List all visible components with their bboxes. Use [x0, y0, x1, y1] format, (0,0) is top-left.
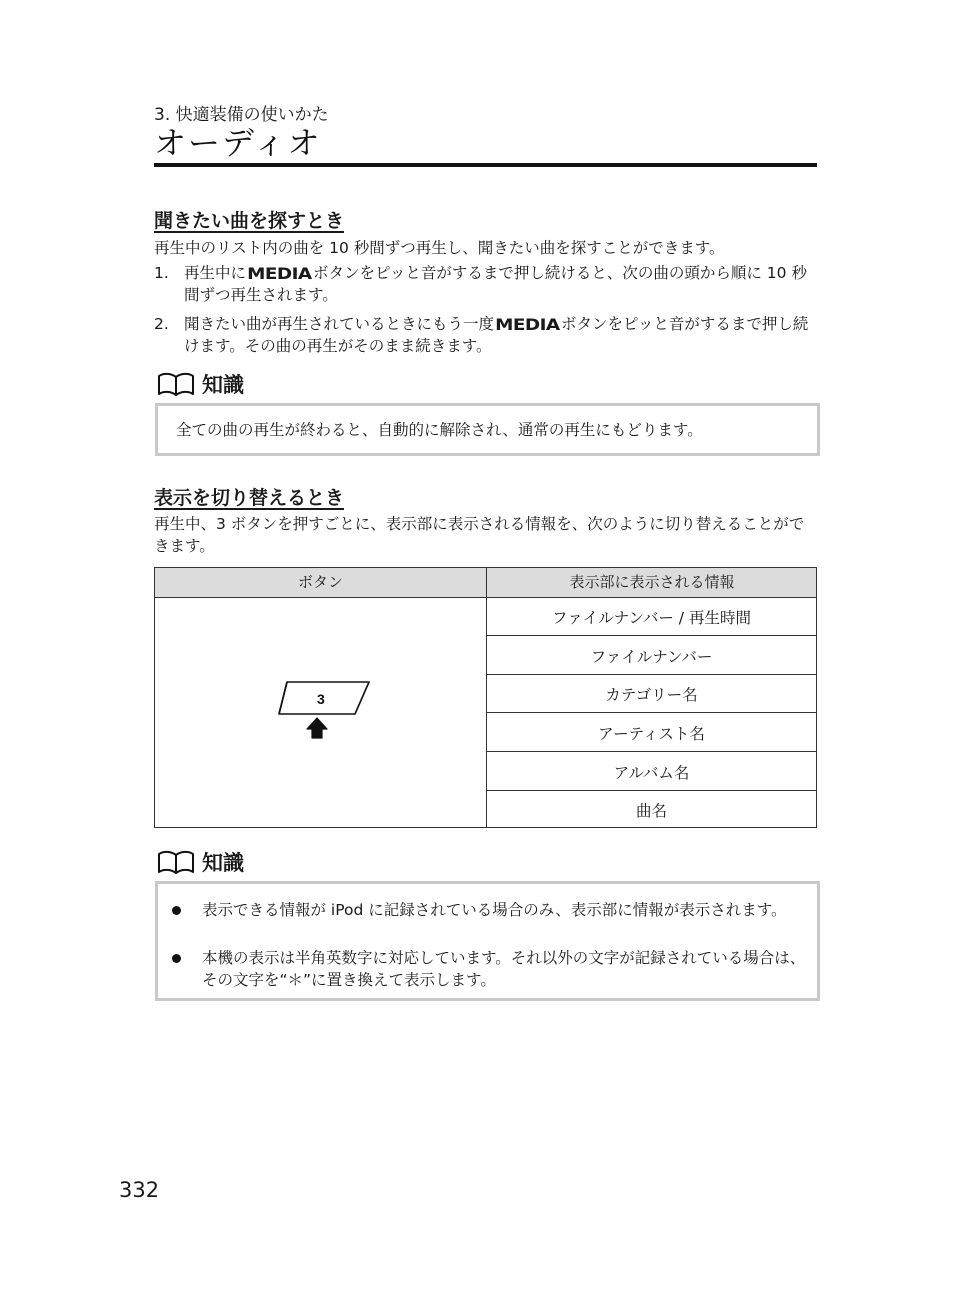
section-heading-search: 聞きたい曲を探すとき [154, 210, 345, 232]
media-button-label: MEDIA [495, 315, 560, 334]
table-header [155, 568, 816, 598]
header-info-column: 表示部に表示される情報 [486, 568, 817, 597]
table-row: ファイルナンバー [590, 648, 713, 666]
knowledge-header-1 [156, 369, 244, 399]
row-divider [487, 635, 816, 636]
step-1 [154, 262, 820, 306]
row-divider [487, 751, 816, 752]
table-row: アーティスト名 [598, 725, 705, 743]
section-heading-display: 表示を切り替えるとき [154, 487, 345, 509]
knowledge-box-2 [155, 881, 820, 1001]
step-body: 再生中にMEDIAボタンをピッと音がするまで押し続けると、次の曲の頭から順に 10 秒間ずつ再生されます。 [184, 264, 807, 304]
section-intro-display: 再生中、3 ボタンを押すごとに、表示部に表示される情報を、次のように切り替えることができます。 [154, 515, 805, 555]
book-icon [156, 849, 196, 875]
header-button-column: ボタン [297, 573, 343, 591]
page-number: 332 [119, 1178, 160, 1202]
title-divider [154, 163, 817, 167]
step-body: 聞きたい曲が再生されているときにもう一度MEDIAボタンをピッと音がするまで押し続けます。その曲の再生がそのまま続きます。 [184, 315, 809, 355]
table-row: カテゴリー名 [605, 686, 698, 704]
step-2 [154, 313, 820, 357]
book-icon [156, 371, 196, 397]
table-row: アルバム名 [613, 764, 690, 782]
table-row: ファイルナンバー / 再生時間 [552, 609, 751, 627]
row-divider [487, 674, 816, 675]
button-3-label: 3 [317, 691, 325, 707]
display-info-table [154, 567, 817, 828]
knowledge-header-2 [156, 847, 244, 877]
chapter-label: 3. 快適装備の使いかた [154, 105, 329, 125]
row-divider [487, 790, 816, 791]
knowledge-text: 全ての曲の再生が終わると、自動的に解除され、通常の再生にもどります。 [176, 421, 703, 439]
bullet-item: 本機の表示は半角英数字に対応しています。それ以外の文字が記録されている場合は、その文字を“＊”に置き換えて表示します。 [172, 947, 812, 991]
step-number: 2. [154, 315, 169, 333]
button-3-press-icon [277, 680, 373, 740]
bullet-item: 表示できる情報が iPod に記録されている場合のみ、表示部に情報が表示されます。 [172, 899, 812, 943]
section-intro-search: 再生中のリスト内の曲を 10 秒間ずつ再生し、聞きたい曲を探すことができます。 [154, 239, 725, 257]
step-number: 1. [154, 264, 169, 282]
page-title: オーディオ [154, 124, 322, 162]
media-button-label: MEDIA [247, 264, 312, 283]
knowledge-box-1 [155, 403, 820, 456]
row-divider [487, 712, 816, 713]
knowledge-label: 知識 [202, 373, 244, 397]
knowledge-label: 知識 [202, 851, 244, 875]
bullet-dot-icon [172, 954, 181, 963]
bullet-dot-icon [172, 906, 181, 915]
table-row: 曲名 [635, 802, 667, 820]
